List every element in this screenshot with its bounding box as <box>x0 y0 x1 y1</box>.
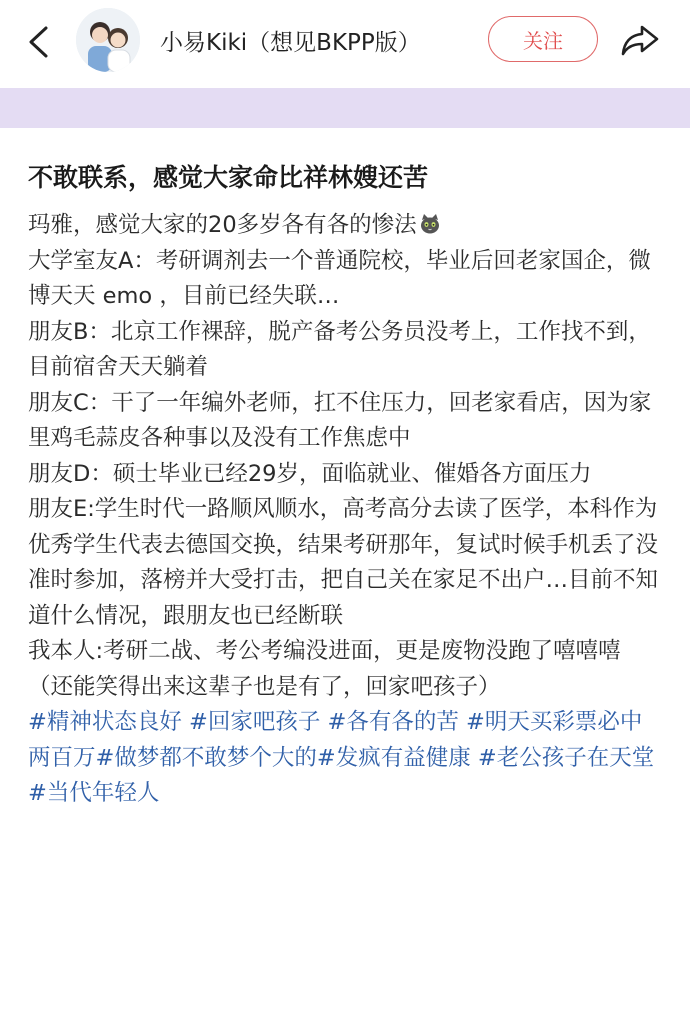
post-paragraph: 朋友B：北京工作裸辞，脱产备考公务员没考上，工作找不到，目前宿舍天天躺着 <box>28 318 651 380</box>
post-paragraph: 朋友E:学生时代一路顺风顺水，高考高分去读了医学，本科作为优秀学生代表去德国交换，结果考研那年，复试时候手机丢了没准时参加，落榜并大受打击，把自己关在家足不出户…目前不知道什么情况，跟朋友也已经断联 <box>28 496 659 629</box>
username[interactable]: 小易Kiki（想见BKPP版） <box>160 30 421 56</box>
hashtag[interactable]: #发疯有益健康 <box>316 744 471 771</box>
hashtag[interactable]: #回家吧孩子 <box>189 709 321 735</box>
post-content <box>0 160 690 812</box>
post-paragraph: 我本人:考研二战、考公考编没进面，更是废物没跑了嘻嘻嘻（还能笑得出来这辈子也是有了，回家吧孩子） <box>28 638 621 700</box>
share-arrow-icon <box>620 23 660 57</box>
cat-face-icon <box>419 213 441 235</box>
hashtag[interactable]: #当代年轻人 <box>28 780 160 806</box>
banner-strip <box>0 88 690 128</box>
hashtag[interactable]: #精神状态良好 <box>28 709 182 735</box>
post-paragraph: 大学室友A：考研调剂去一个普通院校，毕业后回老家国企，微博天天 emo ，目前已经失联… <box>28 247 651 309</box>
post-paragraph: 朋友D：硕士毕业已经29岁，面临就业、催婚各方面压力 <box>28 460 592 487</box>
post-paragraph: 朋友C：干了一年编外老师，扛不住压力，回老家看店，因为家里鸡毛蒜皮各种事以及没有工作焦虑中 <box>28 389 652 451</box>
follow-button[interactable]: 关注 <box>488 16 598 62</box>
share-button[interactable] <box>618 20 662 60</box>
hashtag[interactable]: #老公孩子在天堂 <box>477 744 655 771</box>
post-title: 不敢联系，感觉大家命比祥林嫂还苦 <box>28 163 429 192</box>
post-paragraph: 玛雅，感觉大家的20多岁各有各的惨法 <box>28 208 662 244</box>
hashtag[interactable]: #做梦都不敢梦个大的 <box>95 744 317 771</box>
hashtag-list <box>28 705 662 812</box>
post-body <box>28 208 662 812</box>
top-bar <box>0 0 690 88</box>
hashtag[interactable]: #明天买彩票必中两百万 <box>28 709 643 771</box>
back-button[interactable] <box>18 22 58 62</box>
avatar-image <box>76 8 140 72</box>
chevron-left-icon <box>26 25 50 59</box>
hashtag[interactable]: #各有各的苦 <box>327 709 459 735</box>
avatar[interactable] <box>76 8 140 72</box>
